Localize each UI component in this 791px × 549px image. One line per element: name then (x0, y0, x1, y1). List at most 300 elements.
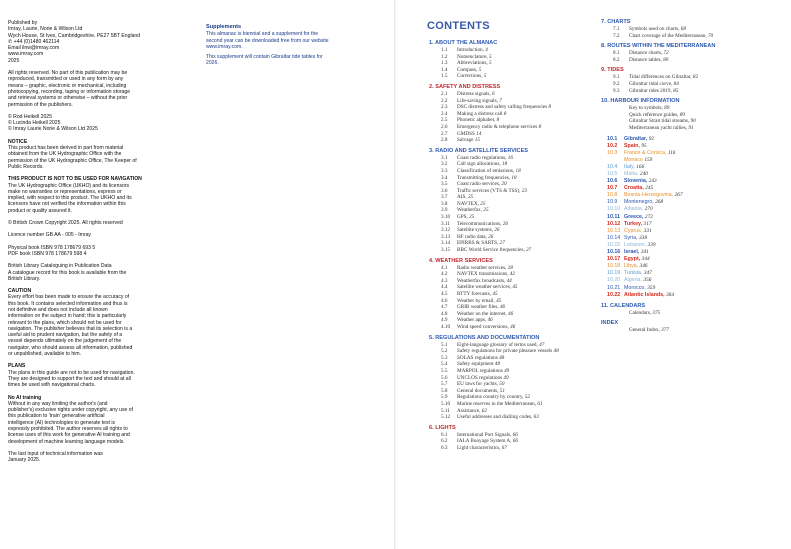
contents-section (601, 98, 789, 131)
supplements-line: www.imray.com. (206, 43, 243, 50)
imprint-line: or unpublished, available to him. (8, 351, 82, 358)
entry-number: 8.1 (613, 50, 620, 57)
entry-number: 4.5 (441, 291, 448, 297)
entry-page: 27 (526, 247, 532, 254)
entry-title: Salvage (457, 137, 474, 144)
entry-number: 5.12 (441, 414, 451, 421)
harbour-entry[interactable] (601, 171, 789, 178)
contents-entry[interactable] (429, 438, 597, 445)
contents-entry[interactable] (429, 375, 597, 382)
contents-title: CONTENTS (427, 20, 490, 32)
harbour-page: 364 (666, 291, 675, 298)
entry-page: 89 (664, 105, 670, 112)
section-heading[interactable]: INDEX (601, 320, 619, 327)
harbour-entry[interactable] (601, 270, 789, 277)
entry-number: 9.2 (613, 80, 620, 87)
contents-entry[interactable] (429, 161, 597, 168)
contents-entry[interactable] (429, 401, 597, 408)
contents-entry[interactable] (429, 137, 597, 144)
entry-number: 3.15 (441, 247, 451, 254)
entry-title: Life-saving signals, (457, 97, 498, 104)
imprint-line: 2025 (8, 57, 20, 64)
section-heading[interactable]: 9. TIDES (601, 67, 624, 74)
contents-section (429, 84, 597, 144)
entry-title: Emergency radio & telephone services (457, 123, 538, 130)
entry-title: Quick reference guides, (629, 111, 679, 118)
imprint-line: photocopying, recording, taping or information storage (8, 88, 131, 95)
imprint-line: expressly prohibited. The author reserves all rights to (8, 426, 128, 433)
contents-entry[interactable] (601, 74, 789, 81)
contents-entry[interactable] (429, 111, 597, 118)
contents-entry[interactable] (601, 81, 789, 88)
contents-entry[interactable] (429, 104, 597, 111)
imprint-line: Wych House, St Ives, Cambridgeshire, PE27 5BT England (8, 32, 141, 39)
entry-number: 1.2 (441, 53, 448, 60)
entry-title: Assistance, (457, 407, 481, 414)
entry-number: 5.7 (441, 381, 448, 388)
entry-page: 48 (499, 354, 505, 361)
contents-entry[interactable] (601, 327, 789, 334)
harbour-entry[interactable] (601, 285, 789, 292)
entry-number: 5.11 (441, 407, 450, 414)
harbour-page: 245 (645, 185, 654, 192)
entry-title: Tidal differences on Gibraltar, (629, 74, 692, 81)
harbour-entry[interactable] (601, 199, 789, 206)
contents-entry[interactable] (429, 227, 597, 234)
imprint-heading: NOTICE (8, 138, 28, 145)
contents-entry[interactable] (429, 221, 597, 228)
harbour-country: Egypt, (624, 256, 641, 263)
contents-column-2 (601, 19, 789, 338)
entry-page: 48 (553, 348, 559, 355)
entry-page: 72 (663, 50, 669, 57)
harbour-entry[interactable] (601, 221, 789, 228)
entry-number: 2.2 (441, 97, 448, 104)
harbour-entry[interactable] (601, 277, 789, 284)
contents-entry[interactable] (601, 88, 789, 95)
entry-page: 5 (488, 53, 492, 60)
harbour-page: 267 (674, 192, 683, 199)
contents-entry[interactable] (429, 348, 597, 355)
entry-title: SOLAS regulations (457, 354, 498, 361)
entry-title: Abbreviations, (457, 60, 488, 67)
section-heading[interactable]: 10. HARBOUR INFORMATION (601, 98, 680, 105)
contents-section (429, 258, 597, 331)
contents-entry[interactable] (429, 394, 597, 401)
harbour-country: Spain, (624, 142, 640, 149)
harbour-number: 10.16 (607, 249, 621, 256)
contents-entry[interactable] (429, 73, 597, 80)
contents-entry[interactable] (429, 155, 597, 162)
entry-page: 91 (688, 124, 694, 131)
harbour-page: 356 (643, 277, 652, 284)
contents-entry[interactable] (429, 247, 597, 254)
entry-page: 89 (679, 111, 685, 118)
entry-page: 45 (492, 291, 498, 297)
section-heading[interactable]: 6. LIGHTS (429, 424, 456, 431)
harbour-entry[interactable] (601, 235, 789, 242)
imprint-line: means – graphic, electronic or mechanical, including (8, 82, 127, 89)
entry-number: 3.4 (441, 174, 448, 181)
contents-entry[interactable] (601, 57, 789, 64)
contents-entry[interactable] (429, 117, 597, 124)
entry-page: 68 (680, 26, 686, 32)
entry-number: 4.2 (441, 271, 448, 278)
imprint-heading: No AI training (8, 394, 42, 401)
imprint-line: Every effort has been made to ensure the accuracy of (8, 294, 130, 301)
harbour-entry[interactable] (601, 143, 789, 150)
contents-section (429, 40, 597, 80)
entry-title: GRIB weather files, (457, 304, 499, 311)
harbour-page: 338 (639, 234, 647, 241)
contents-entry[interactable] (429, 207, 597, 214)
entry-page: 23 (521, 187, 527, 194)
harbour-entry[interactable] (601, 150, 789, 157)
entry-number: 4.1 (441, 264, 448, 271)
entry-title: RTTY forecasts, (457, 291, 492, 297)
entry-title: Satellite systems, (457, 227, 494, 234)
entry-number: 4.7 (441, 304, 448, 311)
entry-title: Mediterranean yacht rallies, (629, 124, 688, 131)
harbour-entry[interactable] (601, 206, 789, 213)
contents-entry[interactable] (429, 188, 597, 195)
imprint-line: useful aid to prudent navigation, but the safety of a (8, 332, 123, 339)
imprint-line: reproduced, transmitted or used in any form by any (8, 76, 124, 83)
entry-number: 5.2 (441, 348, 448, 355)
entry-title: Radio weather services, (457, 264, 507, 271)
harbour-country: Syria, (624, 234, 638, 241)
entry-title: NAVTEX transmissions, (457, 271, 509, 278)
entry-number: 5.10 (441, 400, 451, 407)
entry-title: General documents, (457, 387, 499, 394)
harbour-number: 10.5 (607, 171, 618, 177)
entry-number: 3.9 (441, 207, 448, 214)
entry-title: Gibraltar tides 2019, (629, 87, 672, 94)
contents-entry[interactable] (429, 47, 597, 54)
contents-entry[interactable] (429, 304, 597, 311)
entry-page: 49 (504, 367, 510, 374)
entry-page: 4 (485, 47, 488, 53)
entry-page: 45 (496, 297, 502, 304)
harbour-number: 10.17 (607, 256, 621, 263)
contents-entry[interactable] (429, 67, 597, 74)
entry-title: Key to symbols, (629, 105, 663, 112)
harbour-page: 268 (655, 199, 664, 206)
harbour-entry[interactable] (601, 242, 789, 249)
contents-sections-11-index (601, 303, 789, 334)
imprint-line: © Rod Heikell 2025 (8, 113, 52, 120)
entry-title: Introduction, (457, 47, 484, 53)
harbour-country: Croatia, (624, 185, 644, 192)
entry-number: 2.6 (441, 123, 448, 130)
harbour-entry[interactable] (601, 164, 789, 171)
imprint-line: intelligence (AI) technologies to generate text is (8, 419, 116, 426)
imprint-column (8, 20, 198, 470)
harbour-number: 10.21 (607, 284, 621, 291)
contents-entry[interactable] (429, 284, 597, 291)
contents-entry[interactable] (429, 432, 597, 439)
harbour-number: 10.1 (607, 135, 618, 142)
contents-section (429, 148, 597, 254)
contents-sections-7-10 (601, 19, 789, 132)
entry-title: MARPOL regulations (457, 367, 503, 374)
entry-number: 5.1 (441, 341, 448, 348)
entry-page: 8 (538, 123, 542, 130)
imprint-line: permission of the UK Hydrographic Office, The Keeper of (8, 157, 137, 164)
imprint-line: Published by (8, 20, 38, 26)
entry-title: Traffic services (VTS & TSS), (457, 187, 521, 194)
entry-number: 3.13 (441, 233, 451, 240)
imprint-line: and retrieval systems or otherwise – without the prior (8, 95, 128, 102)
imprint-block (8, 263, 198, 282)
contents-section (601, 320, 789, 334)
contents-entry[interactable] (429, 368, 597, 375)
harbour-entry[interactable] (601, 249, 789, 256)
entry-number: 4.3 (441, 277, 448, 284)
entry-number: 6.1 (441, 431, 448, 438)
imprint-line: © Lucinda Heikell 2025 (8, 120, 61, 127)
imprint-block (8, 220, 198, 226)
imprint-line: © Imray Laurie Norie & Wilson Ltd 2025 (8, 126, 98, 133)
entry-title: Gibraltar Strait tidal streams, (629, 118, 690, 125)
entry-page: 18 (515, 167, 521, 174)
entry-title: Coast radio regulations, (457, 154, 507, 161)
imprint-line: The UK Hydrographic Office (UKHO) and its licensors (8, 182, 130, 189)
harbour-entry[interactable] (601, 136, 789, 143)
entry-page: 47 (539, 341, 545, 348)
entry-number: 2.1 (441, 90, 448, 97)
harbour-country: Italy, (624, 163, 635, 170)
contents-entry[interactable] (429, 445, 597, 452)
entry-number: 2.4 (441, 110, 448, 117)
harbour-entry[interactable] (601, 192, 789, 199)
entry-number: 5.9 (441, 394, 448, 401)
contents-entry[interactable] (429, 124, 597, 131)
harbour-country: Lebanon, (624, 241, 647, 248)
entry-number: 3.10 (441, 214, 451, 221)
contents-entry[interactable] (429, 414, 597, 421)
harbour-entry[interactable] (601, 228, 789, 235)
imprint-block (8, 139, 198, 170)
imprint-line: All rights reserved. No part of this publication may be (8, 70, 128, 77)
harbour-country: Algeria, (624, 277, 642, 284)
harbour-country: Albania, (624, 206, 644, 213)
harbour-page: 116 (667, 149, 676, 156)
entry-page: 25 (483, 207, 489, 214)
imprint-line: vessel depends ultimately on the judgement of the (8, 338, 122, 345)
harbour-number: 10.7 (607, 185, 618, 192)
harbour-number: 10.8 (607, 192, 618, 199)
contents-entry[interactable] (429, 175, 597, 182)
entry-number: 2.8 (441, 137, 448, 144)
harbour-entry[interactable] (601, 292, 789, 299)
imprint-block (8, 451, 198, 464)
entry-number: 1.1 (441, 47, 448, 53)
entry-title: EU laws for yachts, (457, 381, 498, 388)
entry-title: International Port Signals, (457, 431, 512, 438)
entry-page: 46 (487, 317, 493, 324)
harbour-country-continued: Monaco (624, 156, 643, 163)
contents-entry[interactable] (429, 361, 597, 368)
imprint-line: relevant to the plans, which should not be used for (8, 319, 122, 326)
imprint-line: A catalogue record for this book is available from the (8, 269, 127, 276)
imprint-line: January 2025. (8, 457, 41, 464)
contents-entry[interactable] (601, 125, 789, 132)
imprint-line: PDF book ISBN 978 178679 598 4 (8, 250, 87, 257)
contents-column-1 (429, 40, 597, 455)
contents-entry[interactable] (429, 291, 597, 298)
contents-entry[interactable] (601, 50, 789, 57)
contents-entry[interactable] (429, 355, 597, 362)
harbour-entry[interactable] (601, 256, 789, 263)
contents-entry[interactable] (429, 298, 597, 305)
imprint-line: They are designed to support the text and should at all (8, 375, 131, 382)
supplements-line: This supplement will contain Gibraltar tide tables for (206, 54, 323, 61)
harbour-entry[interactable] (601, 185, 789, 192)
contents-section (601, 43, 789, 63)
contents-entry[interactable] (429, 388, 597, 395)
section-heading[interactable]: 3. RADIO AND SATELLITE SERVICES (429, 147, 529, 154)
contents-entry[interactable] (601, 26, 789, 33)
entry-title: UNCLOS regulations (457, 374, 503, 381)
section-heading[interactable]: 1. ABOUT THE ALMANAC (429, 40, 498, 46)
contents-entry[interactable] (429, 381, 597, 388)
entry-number: 1.5 (441, 73, 448, 80)
imprint-line: times be used with navigational charts. (8, 382, 96, 389)
harbour-page: 346 (639, 263, 648, 270)
contents-entry[interactable] (429, 201, 597, 208)
entry-page: 18 (501, 161, 508, 168)
contents-entry[interactable] (429, 311, 597, 318)
harbour-page: 95 (641, 142, 647, 149)
harbour-number: 10.6 (607, 178, 618, 185)
harbour-number: 10.3 (607, 149, 618, 156)
entry-number: 6.2 (441, 438, 448, 445)
entry-page: 45 (512, 284, 518, 291)
harbour-country: Montenegro, (624, 199, 654, 206)
entry-title: General Index, (629, 327, 660, 334)
entry-title: Safety equipment (457, 361, 494, 368)
imprint-block (8, 70, 198, 108)
harbour-page: 92 (648, 135, 655, 142)
entry-number: 2.5 (441, 117, 448, 124)
contents-entry[interactable] (601, 112, 789, 119)
supplements-line: second year can be downloaded free from our website (206, 37, 329, 44)
entry-number: 5.4 (441, 361, 448, 368)
entry-title: AIS, (457, 194, 467, 201)
imprint-line: this publication to 'train' generative artificial (8, 413, 105, 420)
entry-title: Weather apps, (457, 317, 487, 324)
entry-number: 4.10 (441, 323, 451, 330)
imprint-block (8, 395, 198, 445)
entry-page: 46 (508, 310, 514, 317)
section-heading[interactable]: 5. REGULATIONS AND DOCUMENTATION (429, 334, 540, 341)
contents-entry[interactable] (429, 168, 597, 175)
harbour-country: Bosnia-Herzegovina, (624, 192, 674, 199)
contents-entry[interactable] (429, 131, 597, 138)
contents-entry[interactable] (429, 91, 597, 98)
imprint-line: The plans in this guide are not to be used for navigation. (8, 369, 135, 376)
harbour-number: 10.20 (607, 277, 621, 284)
harbour-entry[interactable] (601, 178, 789, 185)
imprint-line: Imray, Laurie, Norie & Wilson Ltd (8, 26, 83, 33)
harbour-number: 10.22 (607, 291, 621, 298)
contents-entry[interactable] (429, 234, 597, 241)
contents-entry[interactable] (601, 310, 789, 317)
entry-number: 3.1 (441, 154, 448, 161)
entry-page: 52 (524, 394, 530, 401)
supplements-line: 2026. (206, 60, 219, 67)
entry-title: Satellite weather services, (457, 284, 512, 291)
contents-entry[interactable] (601, 33, 789, 40)
entry-title: Distance charts, (629, 50, 663, 57)
entry-page: 67 (501, 444, 507, 451)
contents-entry[interactable] (429, 194, 597, 201)
entry-page: 27 (499, 240, 505, 247)
imprint-block (8, 363, 198, 388)
contents-entry[interactable] (429, 324, 597, 331)
entry-page: 20 (501, 181, 507, 188)
entry-page: 82 (692, 74, 699, 81)
contents-entry[interactable] (601, 105, 789, 112)
entry-page: 5 (483, 73, 487, 80)
entry-title: Phonetic alphabet, (457, 117, 496, 124)
contents-entry[interactable] (601, 118, 789, 125)
contents-entry[interactable] (429, 54, 597, 61)
imprint-block (8, 176, 198, 214)
contents-entry[interactable] (429, 181, 597, 188)
entry-title: GPS, (457, 214, 468, 221)
harbour-country: Israel, (624, 249, 640, 256)
supplements-paragraph (206, 54, 376, 67)
contents-entry[interactable] (429, 317, 597, 324)
entry-number: 5.6 (441, 374, 448, 381)
entry-number: 8.2 (613, 56, 620, 63)
contents-entry[interactable] (429, 60, 597, 67)
section-heading[interactable]: 4. WEATHER SERVICES (429, 257, 493, 264)
entry-number: 3.5 (441, 181, 448, 188)
entry-page: 28 (507, 264, 513, 271)
entry-title: Nomenclature, (457, 53, 488, 60)
entry-page: 62 (481, 407, 487, 414)
section-heading[interactable]: 11. CALENDARS (601, 302, 646, 309)
contents-entry[interactable] (429, 271, 597, 278)
contents-entry[interactable] (429, 214, 597, 221)
entry-page: 49 (503, 374, 509, 381)
imprint-line: Public Records. (8, 163, 44, 170)
harbour-country: Slovenia, (624, 178, 648, 185)
section-heading[interactable]: 2. SAFETY AND DISTRESS (429, 83, 501, 90)
entry-title: Chart coverage of the Mediterranean, (629, 32, 707, 39)
entry-page: 8 (503, 110, 507, 117)
harbour-number: 10.11 (607, 213, 620, 220)
section-heading[interactable]: 7. CHARTS (601, 19, 631, 25)
harbour-number: 10.12 (607, 220, 621, 227)
entry-page: 15 (474, 137, 480, 144)
entry-title: Calendars, (629, 309, 652, 316)
harbour-page: 166 (636, 163, 645, 170)
entry-number: 3.12 (441, 227, 451, 234)
imprint-line: Licence number GB AA - 005 - Imray (8, 232, 91, 239)
entry-title: Weather on the internet, (457, 310, 507, 317)
entry-number: 3.6 (441, 187, 448, 194)
harbour-entry-continued[interactable] (601, 157, 789, 164)
supplements-paragraph (206, 31, 376, 50)
section-heading[interactable]: 8. ROUTES WITHIN THE MEDITERRANEAN (601, 43, 716, 50)
entry-number: 4.6 (441, 297, 448, 304)
harbour-entry[interactable] (601, 263, 789, 270)
harbour-entry[interactable] (601, 214, 789, 221)
